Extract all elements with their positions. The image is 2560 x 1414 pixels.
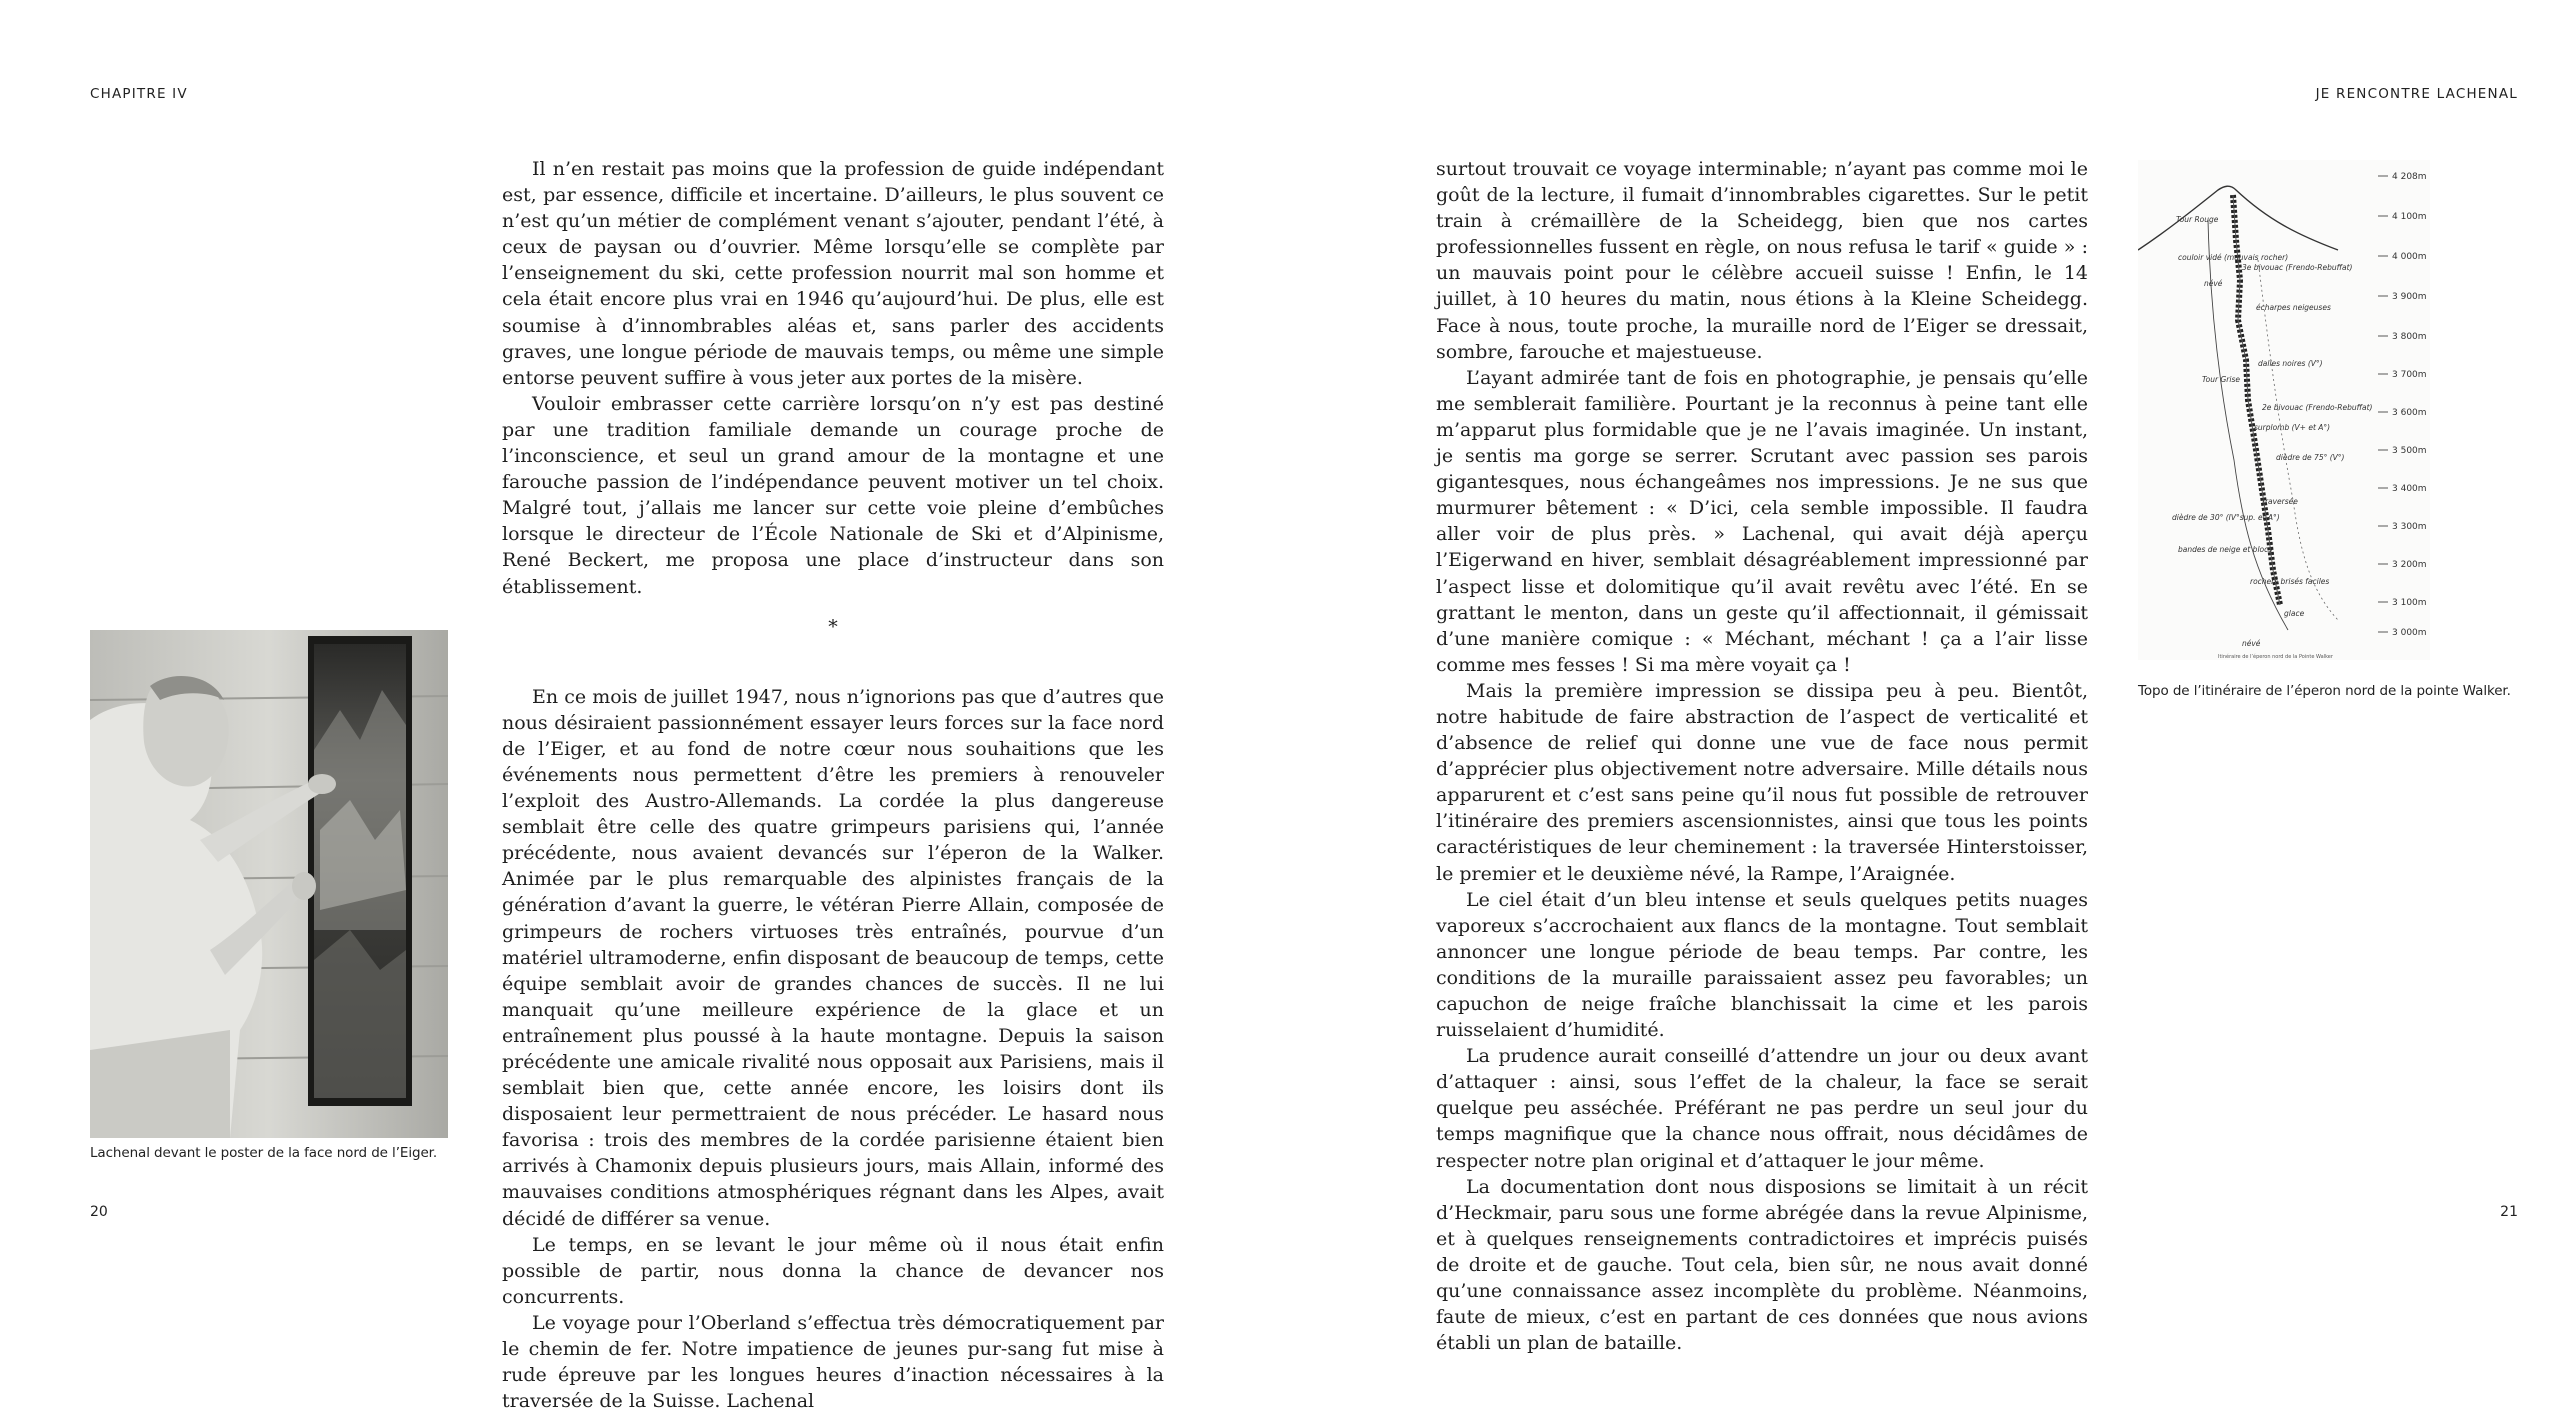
- topo-label: traversée: [2262, 497, 2298, 506]
- topo-label: Tour Grise: [2202, 375, 2240, 384]
- paragraph: Il n’en restait pas moins que la profession de guide indépendant est, par essence, difficile et incertaine. D’ailleurs, le plus souvent ce n’est qu’un métier de complément venant s’ajouter, pendant l’été, à ceux de paysan ou d’ouvrier. Même lorsqu’elle se complète par l’enseignement du ski, cette profession nourrit mal son homme et cela était encore plus vrai en 1946 qu’aujourd’hui. De plus, elle est soumise à d’innombrables aléas et, sans parler des accidents graves, une longue période de mauvais temps, ou même une simple entorse peuvent suffire à vous jeter aux portes de la misère.: [502, 158, 1164, 389]
- paragraphs-before-break: [502, 156, 1164, 600]
- paragraph: L’ayant admirée tant de fois en photographie, je pensais qu’elle me semblerait familière. Pourtant je la reconnus à peine tant elle m’apparut plus formidable que je ne l’avais imaginée. Un instant, je sentis ma gorge se serrer. Scrutant avec passion ses parois gigantesques, nous échangeâmes nos impressions. Je ne sus que murmurer bêtement : « D’ici, cela semble impossible. Il faudra aller voir de plus près. » Lachenal, qui avait déjà aperçu l’Eigerwand en hiver, semblait désagréablement impressionné par l’aspect lisse et dolomitique qu’il avait revêtu avec l’été. En se grattant le menton, dans un geste qu’il affectionnait, il gémissait d’une manière comique : « Méchant, méchant ! ça a l’air lisse comme mes fesses ! Si ma mère voyait ça !: [1436, 366, 2088, 676]
- paragraph: Vouloir embrasser cette carrière lorsqu’on n’y est pas destiné par une tradition familiale demande un courage proche de l’inconscience, et seul un grand amour de la montagne et une farouche passion de l’indépendance peuvent motiver un tel choix. Malgré tout, j’allais me lancer sur cette voie pleine d’embûches lorsque le directeur de l’École Nationale de Ski et d’Alpinisme, René Beckert, me proposa une place d’instructeur dans son établissement.: [502, 392, 1164, 598]
- paragraphs-after-break: [502, 684, 1164, 1414]
- topo-small-caption: Itinéraire de l’éperon nord de la Pointe Walker: [2218, 654, 2333, 660]
- altitude-label: 3 600m: [2392, 408, 2427, 418]
- topo-label: 3e bivouac (Frendo-Rebuffat): [2242, 263, 2353, 272]
- paragraph: Le voyage pour l’Oberland s’effectua très démocratiquement par le chemin de fer. Notre impatience de jeunes pur-sang fut mise à rude épreuve par les longues heures d’inaction nécessaires à la traversée de la Suisse. Lachenal: [502, 1311, 1164, 1413]
- altitude-label: 3 500m: [2392, 446, 2427, 456]
- altitude-label: 3 400m: [2392, 484, 2427, 494]
- altitude-label: 3 100m: [2392, 598, 2427, 608]
- running-head-left: CHAPITRE IV: [90, 86, 188, 102]
- altitude-label: 3 800m: [2392, 332, 2427, 342]
- photo-lachenal-poster: [90, 630, 448, 1138]
- paragraph: Mais la première impression se dissipa peu à peu. Bientôt, notre habitude de faire abstraction de l’aspect de verticalité et d’absence de relief qui donne une vue de face nous permit d’apprécier plus objectivement notre adversaire. Mille détails nous apparurent et c’est sans peine qu’il nous fut possible de retrouver l’itinéraire des premiers ascensionnistes, ainsi que tous les points caractéristiques de leur cheminement : la traversée Hinterstoisser, le premier et le deuxième névé, la Rampe, l’Araignée.: [1436, 679, 2088, 885]
- altitude-label: 3 300m: [2392, 522, 2427, 532]
- photograph-icon: [90, 630, 448, 1138]
- topo-label: névé: [2204, 279, 2223, 288]
- altitude-label: 3 700m: [2392, 370, 2427, 380]
- left-text-column: [502, 156, 1164, 1414]
- paragraph: La prudence aurait conseillé d’attendre un jour ou deux avant d’attaquer : ainsi, sous l’effet de la chaleur, la face se serait quelque peu asséchée. Préférant ne pas perdre un seul jour du temps magnifique que la chance nous offrait, nous décidâmes de respecter notre plan original et d’attaquer le jour même.: [1436, 1045, 2088, 1172]
- altitude-label: 3 200m: [2392, 560, 2427, 570]
- altitude-label: 3 000m: [2392, 628, 2427, 638]
- altitude-label: 4 208m: [2392, 172, 2427, 182]
- topo-label: glace: [2284, 609, 2305, 618]
- altitude-label: 4 100m: [2392, 212, 2427, 222]
- topo-label: dalles noires (V°): [2258, 359, 2323, 368]
- paragraph: surtout trouvait ce voyage interminable; n’ayant pas comme moi le goût de la lecture, il fumait d’innombrables cigarettes. Sur le petit train à crémaillère de la Scheidegg, bien que nos cartes professionnelles fussent en règle, on nous refusa le tarif « guide » : un mauvais point pour le célèbre accueil suisse ! Enfin, le 14 juillet, à 10 heures du matin, nous étions à la Kleine Scheidegg. Face à nous, toute proche, la muraille nord de l’Eiger se dressait, sombre, farouche et majestueuse.: [1436, 158, 2088, 363]
- section-break: *: [828, 615, 838, 638]
- topo-diagram: [2138, 160, 2430, 660]
- topo-label: surplomb (V+ et A°): [2254, 423, 2331, 432]
- page-number-left: 20: [90, 1204, 108, 1220]
- topo-label: Tour Rouge: [2176, 215, 2219, 224]
- topo-caption: Topo de l’itinéraire de l’éperon nord de la pointe Walker.: [2138, 683, 2511, 699]
- topo-label: couloir vidé (mauvais rocher): [2178, 253, 2289, 262]
- altitude-label: 4 000m: [2392, 252, 2427, 262]
- paragraph: En ce mois de juillet 1947, nous n’ignorions pas que d’autres que nous désiraient passionnément essayer leurs forces sur la face nord de l’Eiger, et au fond de notre cœur nous souhaitions que les événements nous permettent d’être les premiers à renouveler l’exploit des Austro-Allemands. La cordée la plus dangereuse semblait être celle des quatre grimpeurs parisiens qui, l’année précédente, nous avaient devancés sur l’éperon de la Walker. Animée par le plus remarquable des alpinistes français de la génération d’avant la guerre, le vétéran Pierre Allain, composée de grimpeurs de rochers virtuoses très entraînés, pourvue d’un matériel ultramoderne, enfin disposant de beaucoup de temps, cette équipe semblait avoir de grandes chances de succès. Il ne lui manquait qu’une meilleure expérience de la glace et un entraînement plus poussé à la haute montagne. Depuis la saison précédente une amicale rivalité nous opposait aux Parisiens, mais il semblait bien que, cette année encore, les loisirs dont ils disposaient leur permettraient de nous précéder. Le hasard nous favorisa : trois des membres de la cordée parisienne étaient bien arrivés à Chamonix depuis plusieurs jours, mais Allain, informé des mauvaises conditions atmosphériques régnant dans les Alpes, avait décidé de différer sa venue.: [502, 685, 1164, 1230]
- page-number-right: 21: [2500, 1204, 2518, 1220]
- altitude-label: 3 900m: [2392, 292, 2427, 302]
- running-head-right: JE RENCONTRE LACHENAL: [2315, 86, 2518, 102]
- paragraph: Le temps, en se levant le jour même où il nous était enfin possible de partir, nous donna la chance de devancer nos concurrents.: [502, 1233, 1164, 1308]
- paragraph: Le ciel était d’un bleu intense et seuls quelques petits nuages vaporeux s’accrochaient aux flancs de la montagne. Tout semblait annoncer une longue période de beau temps. Par contre, les conditions de la muraille paraissaient assez peu favorables; un capuchon de neige fraîche blanchissait la cime et les parois ruisselaient d’humidité.: [1436, 888, 2088, 1042]
- topo-label: écharpes neigeuses: [2256, 303, 2331, 312]
- topo-label: dièdre de 30° (IV°sup. et A°): [2172, 513, 2280, 522]
- topo-label: bandes de neige et blocs: [2178, 545, 2273, 554]
- topo-label: névé: [2242, 639, 2261, 648]
- route-topo-icon: [2138, 160, 2430, 660]
- right-text-column: [1436, 156, 2088, 1356]
- topo-label: 2e bivouac (Frendo-Rebuffat): [2262, 403, 2373, 412]
- photo-caption: Lachenal devant le poster de la face nord de l’Eiger.: [90, 1145, 438, 1161]
- paragraph: La documentation dont nous disposions se limitait à un récit d’Heckmair, paru sous une forme abrégée dans la revue Alpinisme, et à quelques renseignements contradictoires et imprécis puisés de droite et de gauche. Tout cela, bien sûr, ne nous avait donné qu’une connaissance assez incomplète du problème. Néanmoins, faute de mieux, c’est en partant de ces données que nous avions établi un plan de bataille.: [1436, 1175, 2088, 1355]
- topo-label: dièdre de 75° (V°): [2276, 453, 2345, 462]
- topo-label: rochers brisés faciles: [2250, 577, 2330, 586]
